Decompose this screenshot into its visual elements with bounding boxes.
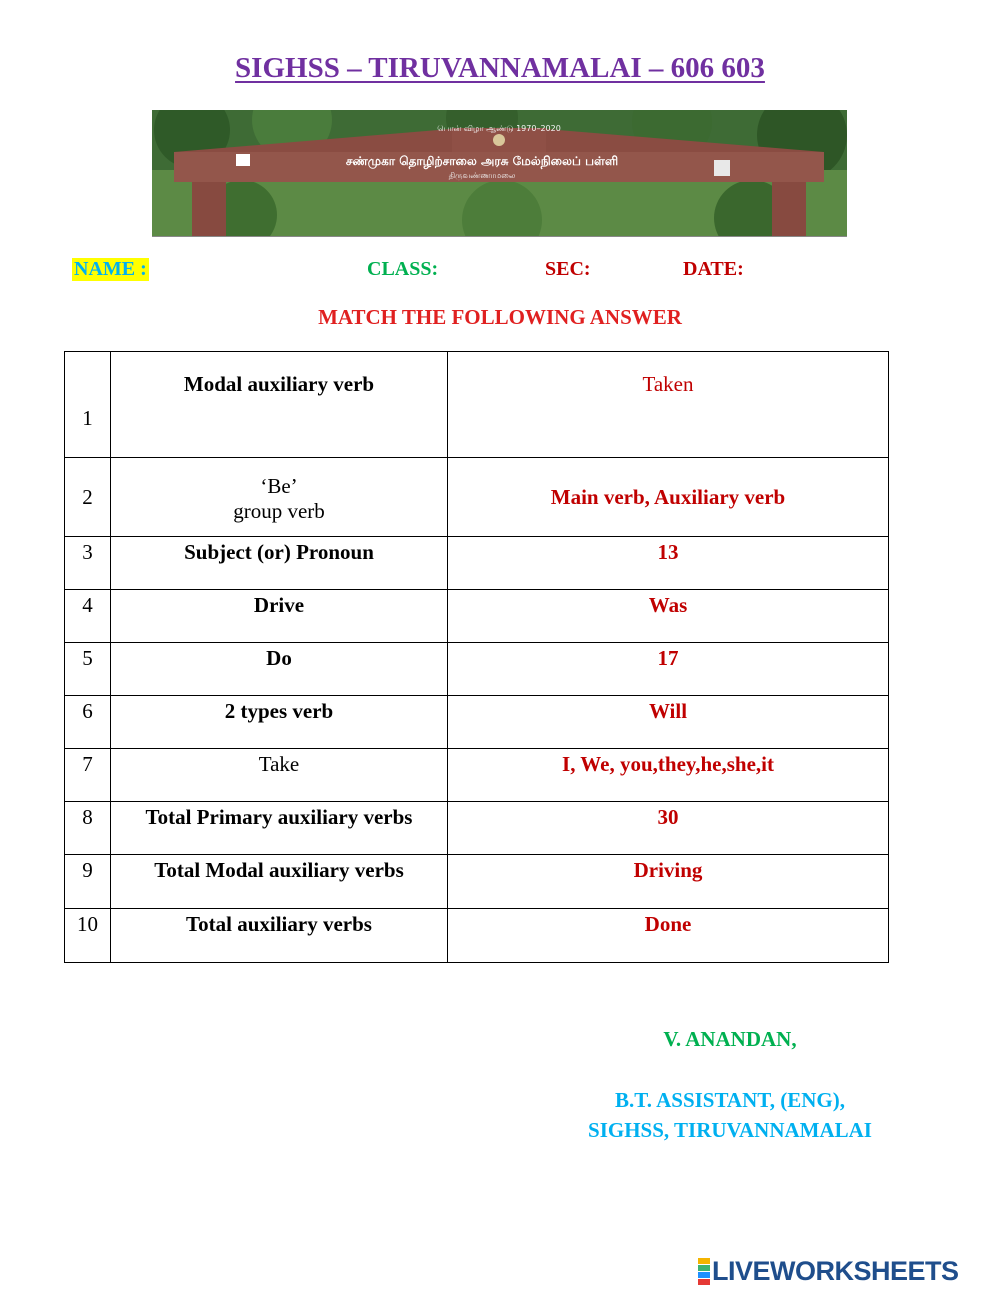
answer-cell[interactable]: Was <box>448 590 889 643</box>
date-label: DATE: <box>683 258 744 280</box>
answer-cell[interactable]: Taken <box>448 352 889 458</box>
answer-cell[interactable]: 30 <box>448 802 889 855</box>
table-row <box>65 590 889 643</box>
row-number: 3 <box>65 537 111 590</box>
row-number: 7 <box>65 749 111 802</box>
question-line: group verb <box>233 499 325 523</box>
question-line: ‘Be’ <box>260 474 298 498</box>
table-row <box>65 352 889 458</box>
teacher-school: SIGHSS, TIRUVANNAMALAI <box>588 1118 872 1142</box>
table-row <box>65 537 889 590</box>
answer-cell[interactable]: I, We, you,they,he,she,it <box>448 749 889 802</box>
row-number: 9 <box>65 855 111 909</box>
sec-label: SEC: <box>545 258 591 280</box>
table-row <box>65 643 889 696</box>
gate-subtitle-text: பொன் விழா ஆண்டு 1970–2020 <box>437 124 561 133</box>
gate-town-text: திருவண்ணாமலை <box>448 171 516 180</box>
row-number: 8 <box>65 802 111 855</box>
answer-cell[interactable]: Main verb, Auxiliary verb <box>448 458 889 537</box>
gate-banner-text: சண்முகா தொழிற்சாலை அரசு மேல்நிலைப் பள்ளி <box>345 154 619 168</box>
question-cell: Do <box>111 643 448 696</box>
question-cell: Modal auxiliary verb <box>111 352 448 458</box>
name-label: NAME : <box>74 258 147 280</box>
liveworksheets-mark-icon <box>698 1258 710 1285</box>
row-number: 2 <box>65 458 111 537</box>
row-number: 10 <box>65 909 111 963</box>
question-cell: Subject (or) Pronoun <box>111 537 448 590</box>
table-row <box>65 909 889 963</box>
question-cell: 2 types verb <box>111 696 448 749</box>
teacher-designation: B.T. ASSISTANT, (ENG), <box>615 1088 845 1112</box>
table-row <box>65 855 889 909</box>
question-cell: Take <box>111 749 448 802</box>
row-number: 6 <box>65 696 111 749</box>
teacher-name: V. ANANDAN, <box>663 1027 797 1051</box>
answer-cell[interactable]: Done <box>448 909 889 963</box>
worksheet-title: SIGHSS – TIRUVANNAMALAI – 606 603 <box>235 52 765 84</box>
instruction-heading: MATCH THE FOLLOWING ANSWER <box>318 305 682 329</box>
row-number: 5 <box>65 643 111 696</box>
answer-cell[interactable]: Will <box>448 696 889 749</box>
question-cell: Total Modal auxiliary verbs <box>111 855 448 909</box>
table-row <box>65 749 889 802</box>
row-number: 4 <box>65 590 111 643</box>
answer-cell[interactable]: Driving <box>448 855 889 909</box>
table-row <box>65 696 889 749</box>
question-cell <box>111 458 448 537</box>
class-label: CLASS: <box>367 258 439 280</box>
answer-cell[interactable]: 17 <box>448 643 889 696</box>
answer-cell[interactable]: 13 <box>448 537 889 590</box>
liveworksheets-text: LIVEWORKSHEETS <box>712 1255 959 1286</box>
school-gate-photo <box>152 110 847 237</box>
liveworksheets-logo <box>698 1254 959 1288</box>
question-cell: Total auxiliary verbs <box>111 909 448 963</box>
question-cell: Drive <box>111 590 448 643</box>
table-row <box>65 458 889 537</box>
match-table <box>64 351 889 963</box>
question-cell: Total Primary auxiliary verbs <box>111 802 448 855</box>
table-row <box>65 802 889 855</box>
row-number: 1 <box>65 352 111 458</box>
